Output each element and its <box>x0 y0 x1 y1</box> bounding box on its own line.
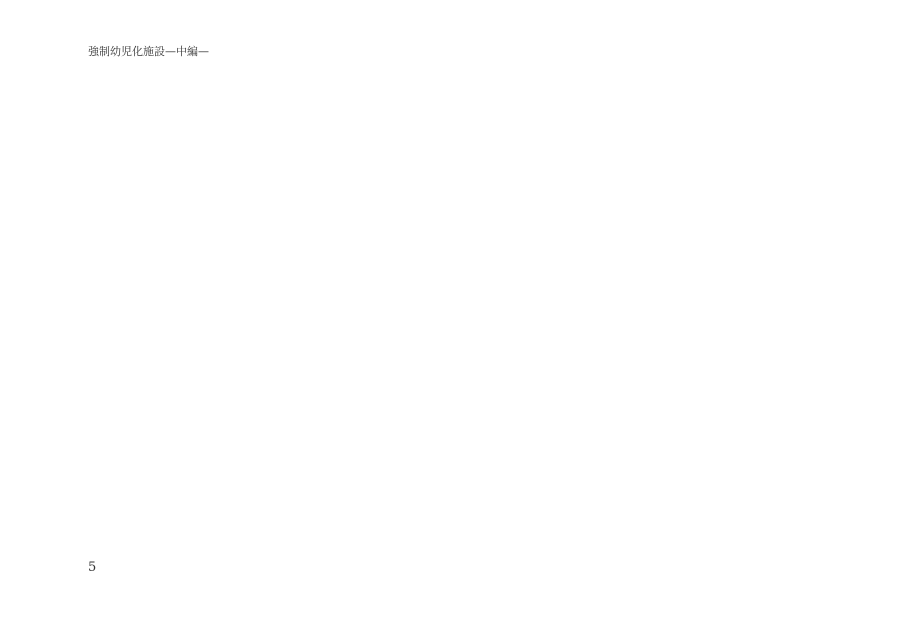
text-column <box>266 96 282 551</box>
text-column <box>122 96 138 551</box>
text-column <box>394 96 410 551</box>
text-column <box>634 96 650 551</box>
page-number: 5 <box>88 560 97 575</box>
running-header: 強制幼児化施設—中編— <box>88 45 209 58</box>
text-column <box>186 96 202 551</box>
text-column <box>234 96 250 551</box>
text-column <box>538 96 554 551</box>
text-column <box>90 96 106 551</box>
text-column <box>682 96 698 551</box>
text-column <box>378 96 394 551</box>
text-column <box>106 96 122 551</box>
text-column <box>666 96 682 551</box>
text-column <box>442 96 458 551</box>
text-column <box>458 96 474 551</box>
text-column <box>314 96 330 551</box>
text-column <box>650 96 666 551</box>
text-column <box>362 96 378 551</box>
text-column <box>586 96 602 551</box>
text-column <box>410 96 426 551</box>
text-column <box>282 96 298 551</box>
text-column <box>346 96 362 551</box>
text-column <box>602 96 618 551</box>
text-column <box>570 96 586 551</box>
text-column <box>794 96 810 551</box>
text-column <box>474 96 490 551</box>
text-column <box>298 96 314 551</box>
text-column <box>522 96 538 551</box>
text-column <box>490 96 506 551</box>
text-column <box>730 96 746 551</box>
text-column <box>762 96 778 551</box>
vertical-body-text <box>92 96 810 551</box>
text-column <box>778 96 794 551</box>
text-column <box>618 96 634 551</box>
text-column <box>746 96 762 551</box>
text-column <box>138 96 154 551</box>
text-column <box>154 96 170 551</box>
text-column <box>170 96 186 551</box>
text-column <box>426 96 442 551</box>
text-column <box>506 96 522 551</box>
text-column <box>202 96 218 551</box>
text-column <box>714 96 730 551</box>
text-column <box>330 96 346 551</box>
text-column <box>698 96 714 551</box>
text-column <box>218 96 234 551</box>
text-column <box>250 96 266 551</box>
text-column <box>554 96 570 551</box>
